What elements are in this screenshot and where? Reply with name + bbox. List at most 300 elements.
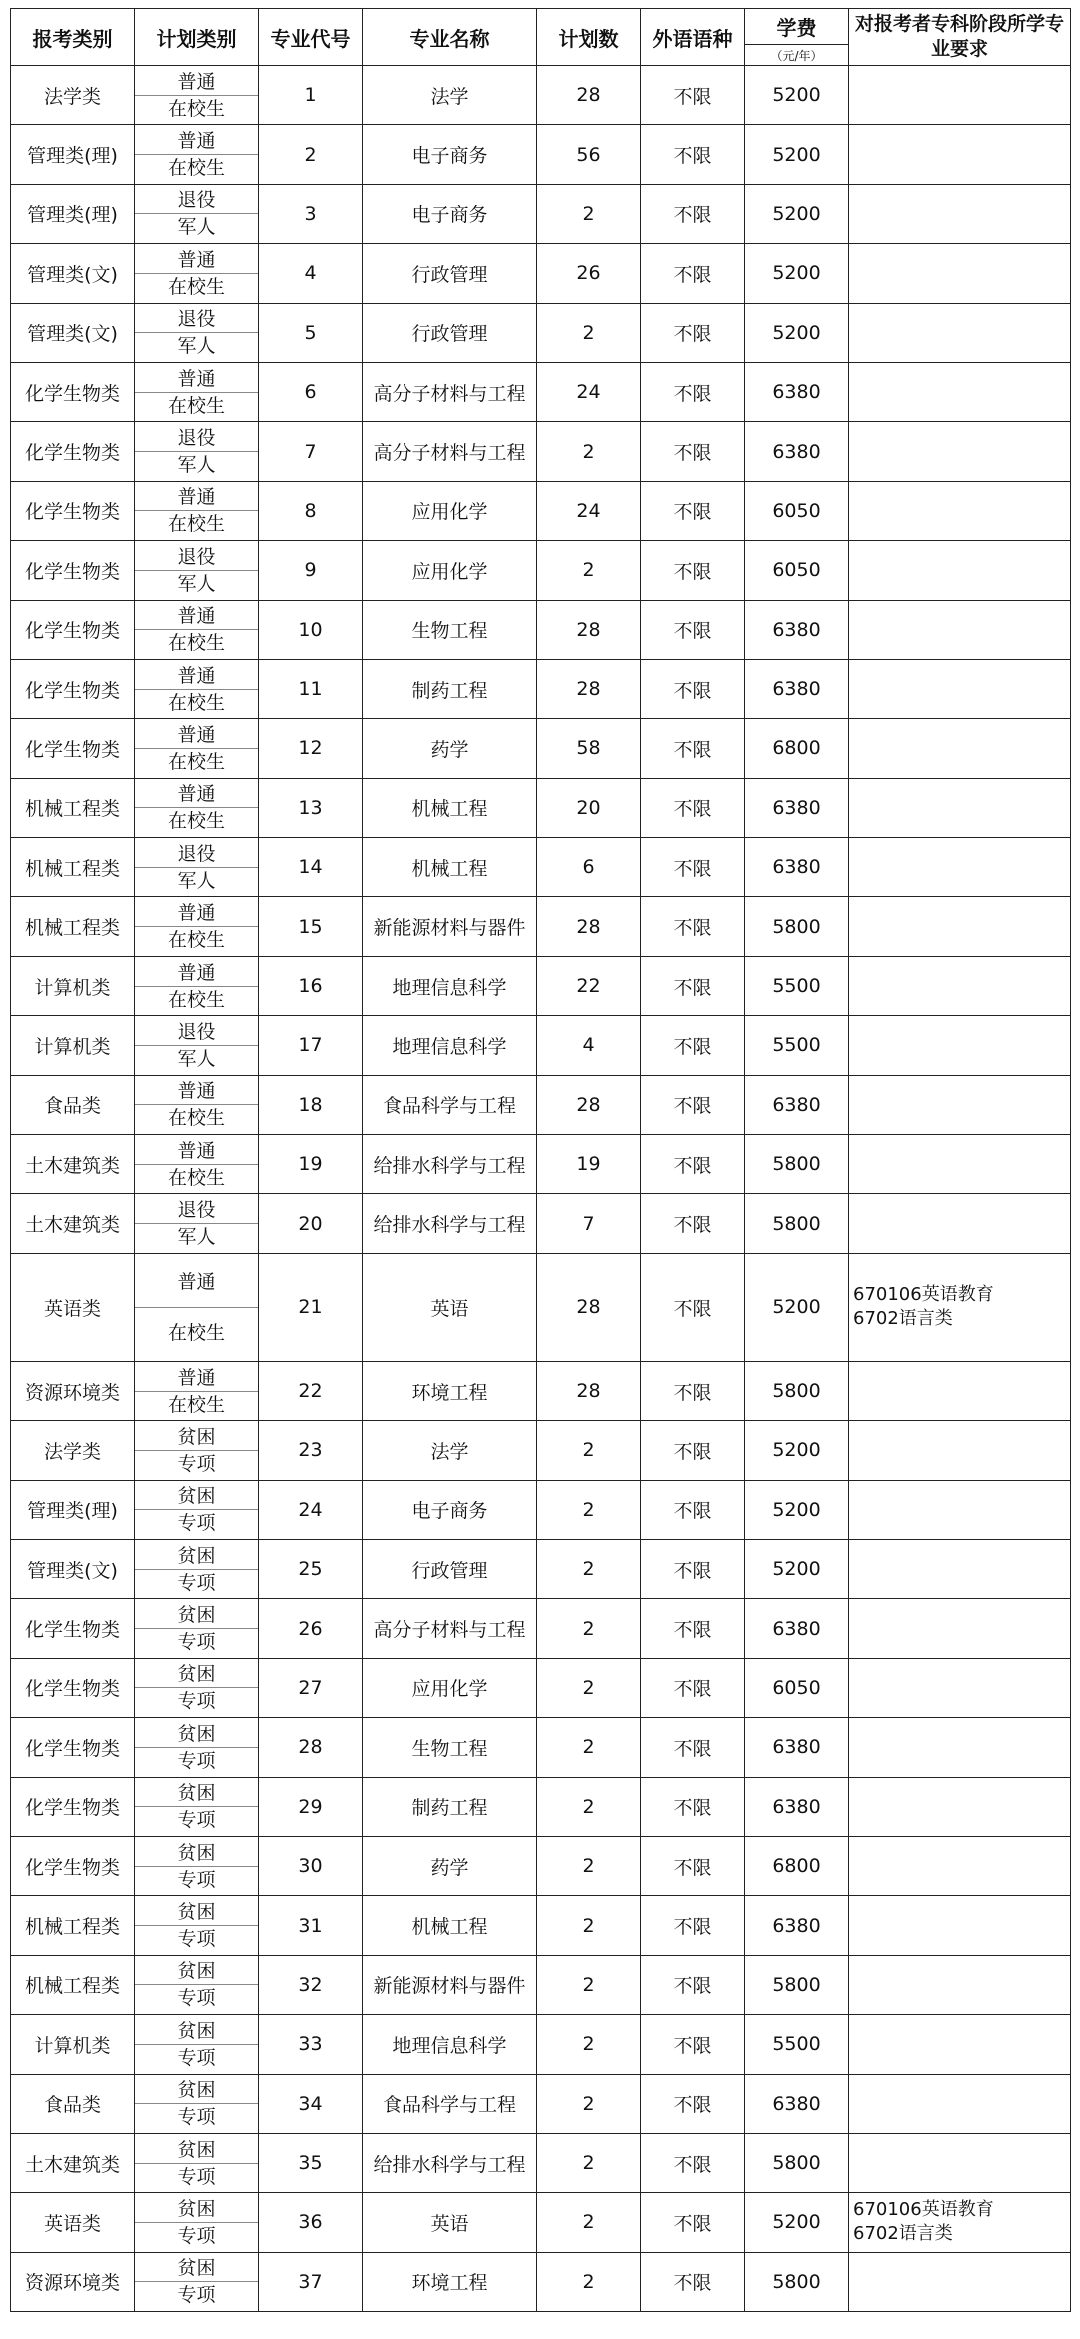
- cell-count: 28: [537, 1361, 641, 1420]
- cell-plan: [135, 2193, 259, 2252]
- cell-code: 10: [259, 600, 363, 659]
- cell-fee: 6800: [745, 719, 849, 778]
- cell-code: 23: [259, 1421, 363, 1480]
- cell-count: 2: [537, 1539, 641, 1598]
- table-row: [11, 1480, 1071, 1539]
- cell-lang: 不限: [641, 1599, 745, 1658]
- cell-name: 生物工程: [363, 1718, 537, 1777]
- cell-name: 法学: [363, 66, 537, 125]
- cell-count: 7: [537, 1194, 641, 1253]
- cell-plan: [135, 1253, 259, 1361]
- cell-requirement: [849, 1421, 1071, 1480]
- cell-count: 2: [537, 303, 641, 362]
- cell-requirement: [849, 541, 1071, 600]
- cell-lang: 不限: [641, 1836, 745, 1895]
- cell-requirement: [849, 659, 1071, 718]
- header-count: 计划数: [537, 9, 641, 66]
- cell-requirement: [849, 778, 1071, 837]
- cell-count: 2: [537, 541, 641, 600]
- plan-top: 退役: [135, 1019, 258, 1046]
- cell-lang: 不限: [641, 2015, 745, 2074]
- requirement-line: 670106英语教育: [853, 2199, 994, 2221]
- cell-plan: [135, 1194, 259, 1253]
- cell-count: 2: [537, 1658, 641, 1717]
- table-row: [11, 1253, 1071, 1361]
- requirement-line: 6702语言类: [853, 2223, 953, 2245]
- cell-fee: 5800: [745, 897, 849, 956]
- table-row: [11, 1135, 1071, 1194]
- plan-bottom: 军人: [177, 216, 216, 239]
- cell-fee: 6380: [745, 2074, 849, 2133]
- cell-fee: 5800: [745, 2133, 849, 2192]
- cell-count: 24: [537, 481, 641, 540]
- cell-plan: [135, 719, 259, 778]
- cell-lang: 不限: [641, 956, 745, 1015]
- cell-lang: 不限: [641, 719, 745, 778]
- cell-requirement: [849, 1836, 1071, 1895]
- plan-bottom: 专项: [177, 1452, 216, 1475]
- table-row: [11, 1421, 1071, 1480]
- cell-type: 机械工程类: [11, 897, 135, 956]
- table-row: [11, 1599, 1071, 1658]
- table-row: [11, 541, 1071, 600]
- plan-top: 普通: [135, 960, 258, 987]
- cell-requirement: [849, 1361, 1071, 1420]
- plan-top: 普通: [135, 484, 258, 511]
- cell-requirement: [849, 600, 1071, 659]
- cell-code: 2: [259, 125, 363, 184]
- cell-code: 26: [259, 1599, 363, 1658]
- cell-fee: 5200: [745, 125, 849, 184]
- cell-fee: 6380: [745, 1718, 849, 1777]
- cell-fee: 5200: [745, 244, 849, 303]
- cell-count: 28: [537, 659, 641, 718]
- table-row: [11, 1777, 1071, 1836]
- cell-type: 法学类: [11, 1421, 135, 1480]
- cell-code: 22: [259, 1361, 363, 1420]
- cell-code: 25: [259, 1539, 363, 1598]
- plan-top: 普通: [135, 128, 258, 155]
- cell-plan: [135, 125, 259, 184]
- cell-lang: 不限: [641, 1016, 745, 1075]
- cell-fee: 5200: [745, 1539, 849, 1598]
- header-fee: [745, 9, 849, 66]
- cell-type: 计算机类: [11, 2015, 135, 2074]
- plan-bottom: 专项: [177, 1868, 216, 1891]
- plan-top: 贫困: [135, 1602, 258, 1629]
- plan-bottom: 军人: [177, 454, 216, 477]
- cell-lang: 不限: [641, 244, 745, 303]
- cell-code: 5: [259, 303, 363, 362]
- cell-fee: 5200: [745, 1253, 849, 1361]
- cell-fee: 6380: [745, 1599, 849, 1658]
- cell-lang: 不限: [641, 362, 745, 421]
- plan-bottom: 专项: [177, 1749, 216, 1772]
- plan-top: 普通: [135, 366, 258, 393]
- cell-code: 18: [259, 1075, 363, 1134]
- cell-fee: 6380: [745, 362, 849, 421]
- cell-count: 26: [537, 244, 641, 303]
- cell-name: 机械工程: [363, 838, 537, 897]
- cell-code: 17: [259, 1016, 363, 1075]
- cell-count: 2: [537, 1955, 641, 2014]
- cell-fee: 6380: [745, 838, 849, 897]
- cell-fee: 5500: [745, 956, 849, 1015]
- cell-name: 法学: [363, 1421, 537, 1480]
- cell-type: 资源环境类: [11, 2252, 135, 2311]
- cell-type: 计算机类: [11, 956, 135, 1015]
- cell-plan: [135, 244, 259, 303]
- cell-requirement: [849, 1896, 1071, 1955]
- cell-name: 环境工程: [363, 2252, 537, 2311]
- cell-count: 28: [537, 1075, 641, 1134]
- cell-code: 6: [259, 362, 363, 421]
- cell-type: 食品类: [11, 2074, 135, 2133]
- cell-requirement: [849, 1539, 1071, 1598]
- cell-code: 34: [259, 2074, 363, 2133]
- header-code: 专业代号: [259, 9, 363, 66]
- cell-requirement: [849, 1253, 1071, 1361]
- cell-count: 2: [537, 422, 641, 481]
- cell-name: 行政管理: [363, 303, 537, 362]
- cell-count: 28: [537, 66, 641, 125]
- plan-top: 贫困: [135, 1661, 258, 1688]
- cell-requirement: [849, 1599, 1071, 1658]
- plan-top: 贫困: [135, 2077, 258, 2104]
- plan-top: 普通: [135, 1257, 258, 1308]
- cell-plan: [135, 1599, 259, 1658]
- cell-lang: 不限: [641, 303, 745, 362]
- cell-count: 28: [537, 897, 641, 956]
- cell-requirement: [849, 1135, 1071, 1194]
- plan-bottom: 在校生: [167, 394, 225, 417]
- cell-name: 新能源材料与器件: [363, 897, 537, 956]
- cell-lang: 不限: [641, 1135, 745, 1194]
- cell-requirement: [849, 1777, 1071, 1836]
- cell-fee: 5200: [745, 1480, 849, 1539]
- cell-fee: 5200: [745, 1421, 849, 1480]
- cell-count: 28: [537, 1253, 641, 1361]
- cell-requirement: [849, 1955, 1071, 2014]
- cell-lang: 不限: [641, 422, 745, 481]
- cell-type: 化学生物类: [11, 1718, 135, 1777]
- cell-lang: 不限: [641, 1361, 745, 1420]
- cell-lang: 不限: [641, 659, 745, 718]
- plan-bottom: 专项: [177, 1809, 216, 1832]
- cell-plan: [135, 1658, 259, 1717]
- cell-name: 给排水科学与工程: [363, 1135, 537, 1194]
- cell-code: 3: [259, 184, 363, 243]
- cell-fee: 5200: [745, 303, 849, 362]
- plan-bottom: 在校生: [167, 632, 225, 655]
- cell-lang: 不限: [641, 2252, 745, 2311]
- table-row: [11, 244, 1071, 303]
- cell-type: 管理类(理): [11, 125, 135, 184]
- plan-top: 普通: [135, 663, 258, 690]
- cell-requirement: [849, 897, 1071, 956]
- cell-fee: 6380: [745, 1896, 849, 1955]
- cell-count: 56: [537, 125, 641, 184]
- plan-top: 贫困: [135, 2137, 258, 2164]
- table-row: [11, 600, 1071, 659]
- table-row: [11, 1539, 1071, 1598]
- cell-plan: [135, 1075, 259, 1134]
- plan-bottom: 军人: [177, 335, 216, 358]
- cell-name: 机械工程: [363, 1896, 537, 1955]
- cell-type: 土木建筑类: [11, 2133, 135, 2192]
- cell-type: 化学生物类: [11, 541, 135, 600]
- cell-name: 电子商务: [363, 1480, 537, 1539]
- plan-bottom: 在校生: [167, 691, 225, 714]
- cell-lang: 不限: [641, 66, 745, 125]
- cell-plan: [135, 1480, 259, 1539]
- cell-requirement: [849, 838, 1071, 897]
- cell-fee: 5500: [745, 2015, 849, 2074]
- cell-plan: [135, 362, 259, 421]
- cell-code: 7: [259, 422, 363, 481]
- plan-top: 贫困: [135, 1899, 258, 1926]
- cell-code: 32: [259, 1955, 363, 2014]
- cell-type: 化学生物类: [11, 422, 135, 481]
- plan-bottom: 军人: [177, 1047, 216, 1070]
- cell-count: 2: [537, 1480, 641, 1539]
- plan-bottom: 军人: [177, 869, 216, 892]
- plan-bottom: 专项: [177, 1987, 216, 2010]
- cell-type: 化学生物类: [11, 1658, 135, 1717]
- table-row: [11, 956, 1071, 1015]
- plan-bottom: 专项: [177, 1631, 216, 1654]
- plan-top: 贫困: [135, 1424, 258, 1451]
- cell-name: 高分子材料与工程: [363, 362, 537, 421]
- plan-top: 贫困: [135, 2255, 258, 2282]
- cell-code: 13: [259, 778, 363, 837]
- cell-code: 36: [259, 2193, 363, 2252]
- table-row: [11, 125, 1071, 184]
- plan-bottom: 在校生: [167, 1321, 225, 1344]
- cell-plan: [135, 541, 259, 600]
- cell-code: 4: [259, 244, 363, 303]
- cell-requirement: [849, 244, 1071, 303]
- plan-bottom: 军人: [177, 572, 216, 595]
- table-row: [11, 184, 1071, 243]
- cell-name: 食品科学与工程: [363, 1075, 537, 1134]
- cell-type: 法学类: [11, 66, 135, 125]
- cell-name: 应用化学: [363, 541, 537, 600]
- cell-fee: 6050: [745, 541, 849, 600]
- cell-type: 管理类(文): [11, 303, 135, 362]
- cell-type: 土木建筑类: [11, 1194, 135, 1253]
- cell-requirement: [849, 1194, 1071, 1253]
- plan-top: 普通: [135, 69, 258, 96]
- cell-type: 土木建筑类: [11, 1135, 135, 1194]
- table-header-row: [11, 9, 1071, 66]
- cell-requirement: [849, 2074, 1071, 2133]
- cell-type: 化学生物类: [11, 659, 135, 718]
- cell-lang: 不限: [641, 1539, 745, 1598]
- plan-bottom: 在校生: [167, 988, 225, 1011]
- cell-type: 化学生物类: [11, 600, 135, 659]
- cell-count: 2: [537, 1836, 641, 1895]
- cell-plan: [135, 838, 259, 897]
- plan-bottom: 专项: [177, 2106, 216, 2129]
- cell-plan: [135, 2252, 259, 2311]
- cell-requirement: [849, 1016, 1071, 1075]
- plan-top: 普通: [135, 1078, 258, 1105]
- cell-code: 11: [259, 659, 363, 718]
- plan-bottom: 专项: [177, 2224, 216, 2247]
- plan-top: 退役: [135, 306, 258, 333]
- cell-name: 英语: [363, 1253, 537, 1361]
- cell-name: 应用化学: [363, 481, 537, 540]
- table-row: [11, 719, 1071, 778]
- table-row: [11, 1075, 1071, 1134]
- cell-name: 环境工程: [363, 1361, 537, 1420]
- cell-type: 英语类: [11, 1253, 135, 1361]
- cell-fee: 5200: [745, 66, 849, 125]
- cell-plan: [135, 1135, 259, 1194]
- cell-type: 机械工程类: [11, 838, 135, 897]
- requirement-line: 6702语言类: [853, 1308, 953, 1330]
- cell-code: 14: [259, 838, 363, 897]
- requirement-line: 670106英语教育: [853, 1284, 994, 1306]
- plan-bottom: 专项: [177, 1571, 216, 1594]
- cell-requirement: [849, 422, 1071, 481]
- cell-lang: 不限: [641, 125, 745, 184]
- plan-bottom: 在校生: [167, 1107, 225, 1130]
- cell-name: 应用化学: [363, 1658, 537, 1717]
- cell-type: 管理类(文): [11, 1539, 135, 1598]
- cell-lang: 不限: [641, 778, 745, 837]
- table-row: [11, 1194, 1071, 1253]
- cell-lang: 不限: [641, 481, 745, 540]
- table-row: [11, 1955, 1071, 2014]
- cell-fee: 5800: [745, 2252, 849, 2311]
- cell-type: 英语类: [11, 2193, 135, 2252]
- cell-type: 化学生物类: [11, 719, 135, 778]
- table-body: [11, 66, 1071, 2312]
- cell-requirement: [849, 362, 1071, 421]
- cell-fee: 6800: [745, 1836, 849, 1895]
- table-row: [11, 659, 1071, 718]
- cell-name: 地理信息科学: [363, 2015, 537, 2074]
- header-fee-unit: （元/年）: [770, 48, 823, 63]
- plan-bottom: 在校生: [167, 1166, 225, 1189]
- cell-code: 20: [259, 1194, 363, 1253]
- plan-top: 贫困: [135, 1958, 258, 1985]
- cell-plan: [135, 2074, 259, 2133]
- cell-code: 29: [259, 1777, 363, 1836]
- cell-code: 35: [259, 2133, 363, 2192]
- cell-plan: [135, 2133, 259, 2192]
- cell-count: 4: [537, 1016, 641, 1075]
- cell-count: 19: [537, 1135, 641, 1194]
- plan-top: 贫困: [135, 1483, 258, 1510]
- cell-fee: 6380: [745, 778, 849, 837]
- cell-fee: 5800: [745, 1135, 849, 1194]
- plan-top: 退役: [135, 544, 258, 571]
- cell-count: 22: [537, 956, 641, 1015]
- table-row: [11, 1836, 1071, 1895]
- cell-plan: [135, 1718, 259, 1777]
- plan-bottom: 在校生: [167, 275, 225, 298]
- cell-code: 33: [259, 2015, 363, 2074]
- cell-fee: 6050: [745, 481, 849, 540]
- cell-code: 31: [259, 1896, 363, 1955]
- cell-name: 高分子材料与工程: [363, 1599, 537, 1658]
- cell-lang: 不限: [641, 1658, 745, 1717]
- cell-code: 37: [259, 2252, 363, 2311]
- table-row: [11, 2193, 1071, 2252]
- cell-name: 给排水科学与工程: [363, 2133, 537, 2192]
- header-plan: 计划类别: [135, 9, 259, 66]
- cell-fee: 6380: [745, 1777, 849, 1836]
- cell-lang: 不限: [641, 1421, 745, 1480]
- plan-top: 贫困: [135, 1840, 258, 1867]
- cell-lang: 不限: [641, 1896, 745, 1955]
- cell-plan: [135, 1421, 259, 1480]
- cell-requirement: [849, 2133, 1071, 2192]
- cell-count: 58: [537, 719, 641, 778]
- header-lang: 外语语种: [641, 9, 745, 66]
- cell-plan: [135, 481, 259, 540]
- cell-plan: [135, 184, 259, 243]
- cell-name: 地理信息科学: [363, 1016, 537, 1075]
- plan-top: 贫困: [135, 1721, 258, 1748]
- cell-lang: 不限: [641, 2193, 745, 2252]
- plan-bottom: 专项: [177, 2165, 216, 2188]
- plan-bottom: 在校生: [167, 513, 225, 536]
- table-row: [11, 2074, 1071, 2133]
- cell-fee: 6380: [745, 659, 849, 718]
- table-row: [11, 1016, 1071, 1075]
- table-row: [11, 778, 1071, 837]
- plan-bottom: 专项: [177, 1690, 216, 1713]
- cell-requirement: [849, 2015, 1071, 2074]
- cell-lang: 不限: [641, 897, 745, 956]
- cell-requirement: [849, 481, 1071, 540]
- cell-code: 28: [259, 1718, 363, 1777]
- cell-requirement: [849, 184, 1071, 243]
- enrollment-plan-document: [10, 8, 1070, 2312]
- cell-plan: [135, 1955, 259, 2014]
- cell-type: 机械工程类: [11, 778, 135, 837]
- plan-bottom: 在校生: [167, 810, 225, 833]
- cell-name: 电子商务: [363, 125, 537, 184]
- cell-requirement: [849, 303, 1071, 362]
- cell-name: 新能源材料与器件: [363, 1955, 537, 2014]
- cell-count: 28: [537, 600, 641, 659]
- cell-plan: [135, 1836, 259, 1895]
- cell-type: 化学生物类: [11, 1777, 135, 1836]
- cell-type: 机械工程类: [11, 1955, 135, 2014]
- table-row: [11, 1361, 1071, 1420]
- plan-bottom: 专项: [177, 1928, 216, 1951]
- cell-name: 药学: [363, 719, 537, 778]
- cell-fee: 5800: [745, 1361, 849, 1420]
- cell-count: 2: [537, 2193, 641, 2252]
- enrollment-plan-table: [10, 8, 1071, 2312]
- cell-type: 机械工程类: [11, 1896, 135, 1955]
- cell-fee: 6380: [745, 600, 849, 659]
- cell-name: 给排水科学与工程: [363, 1194, 537, 1253]
- cell-code: 27: [259, 1658, 363, 1717]
- cell-plan: [135, 1361, 259, 1420]
- cell-count: 2: [537, 2133, 641, 2192]
- cell-lang: 不限: [641, 1480, 745, 1539]
- plan-bottom: 专项: [177, 2284, 216, 2307]
- cell-name: 制药工程: [363, 1777, 537, 1836]
- cell-lang: 不限: [641, 600, 745, 659]
